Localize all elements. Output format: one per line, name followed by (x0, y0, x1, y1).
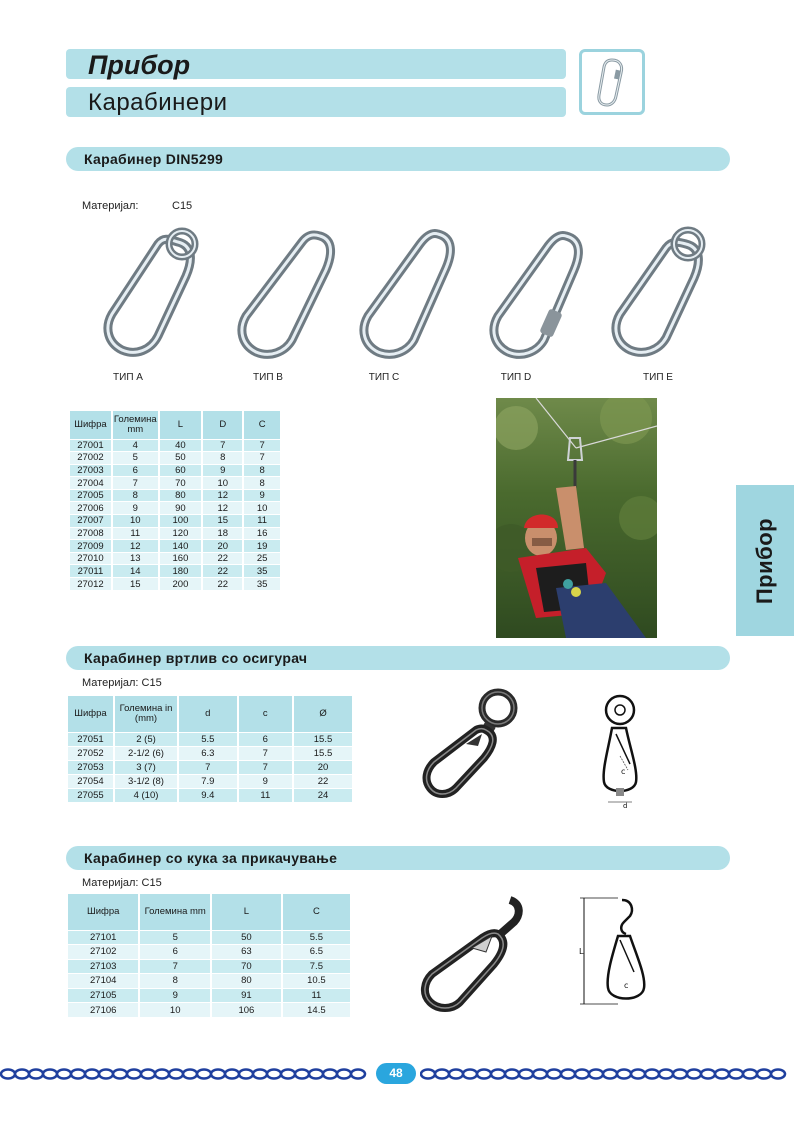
subcategory-title-bar (66, 87, 566, 117)
material-label: Материјал: (82, 200, 139, 212)
type-label-d: ТИП D (500, 372, 532, 383)
table-cell: 10 (202, 477, 243, 490)
table-cell: 15.5 (293, 746, 353, 760)
table-cell: 27011 (70, 565, 112, 578)
table-cell: 6 (139, 945, 211, 960)
table-cell: 22 (202, 565, 243, 578)
table-cell: 27054 (68, 774, 114, 788)
table-cell: 10 (139, 1003, 211, 1018)
table-cell: 9 (112, 502, 159, 515)
table-cell: 180 (159, 565, 203, 578)
type-label-b: ТИП B (253, 372, 283, 383)
table-cell: 40 (159, 439, 203, 452)
table-cell: 200 (159, 578, 203, 591)
table-cell: 3-1/2 (8) (114, 774, 178, 788)
chain-link (99, 1070, 113, 1079)
table-cell: 90 (159, 502, 203, 515)
table-cell: 27102 (68, 945, 139, 960)
chain-link (141, 1070, 155, 1079)
table-cell: 18 (202, 527, 243, 540)
section-hook-header (66, 846, 730, 870)
table-cell: 7.5 (282, 959, 351, 974)
col-header: D (202, 411, 243, 439)
hook-carabiner-diagram (578, 892, 658, 1012)
table-cell: 5 (139, 930, 211, 945)
table-cell: 11 (243, 515, 281, 528)
table-cell: 8 (139, 974, 211, 989)
table-cell: 27052 (68, 746, 114, 760)
chain-decoration-left (0, 1066, 372, 1082)
col-header: Големина mm (139, 894, 211, 930)
carabiner-type-a-image (96, 224, 216, 364)
table-row (68, 988, 351, 1003)
table-cell: 14.5 (282, 1003, 351, 1018)
table-row (70, 552, 281, 565)
carabiner-type-d-image (482, 224, 602, 364)
table-row (70, 527, 281, 540)
table-cell: 63 (211, 945, 282, 960)
table-cell: 22 (202, 578, 243, 591)
table-cell: 22 (293, 774, 353, 788)
chain-link (547, 1070, 561, 1079)
table-cell: 4 (112, 439, 159, 452)
chain-link (645, 1070, 659, 1079)
table-row (70, 540, 281, 553)
section-title: Карабинер со кука за прикачување (84, 850, 338, 866)
chain-link (169, 1070, 183, 1079)
table-cell: 27010 (70, 552, 112, 565)
chain-link (533, 1070, 547, 1079)
subcategory-title: Карабинери (88, 89, 228, 116)
chain-link (771, 1070, 785, 1079)
diagram-label-l: L (579, 947, 584, 956)
table-cell: 24 (293, 788, 353, 802)
section-title: Карабинер вртлив со осигурач (84, 650, 308, 666)
chain-link (659, 1070, 673, 1079)
chain-link (421, 1070, 435, 1079)
category-title-bar (66, 49, 566, 79)
diagram-label-c: c (624, 981, 629, 990)
col-header: Големина in (mm) (114, 696, 178, 732)
chain-link (729, 1070, 743, 1079)
table-row (70, 439, 281, 452)
table-cell: 4 (10) (114, 788, 178, 802)
chain-link (127, 1070, 141, 1079)
table-cell: 27003 (70, 464, 112, 477)
table-cell: 25 (243, 552, 281, 565)
table-cell: 70 (211, 959, 282, 974)
chain-link (113, 1070, 127, 1079)
chain-link (267, 1070, 281, 1079)
table-row (68, 774, 353, 788)
material-text: Материјал: C15 (82, 677, 162, 689)
chain-link (155, 1070, 169, 1079)
chain-link (687, 1070, 701, 1079)
chain-link (701, 1070, 715, 1079)
table-cell: 9 (202, 464, 243, 477)
chain-link (743, 1070, 757, 1079)
table-cell: 20 (202, 540, 243, 553)
table-row (68, 760, 353, 774)
chain-link (253, 1070, 267, 1079)
col-header: Големина mm (112, 411, 159, 439)
table-cell: 27103 (68, 959, 139, 974)
table-cell: 27006 (70, 502, 112, 515)
swivel-carabiner-image (416, 686, 536, 798)
table-body (68, 732, 353, 802)
col-header: c (238, 696, 294, 732)
din5299-spec-table (70, 411, 282, 590)
swivel-spec-table (68, 696, 354, 802)
type-label-e: ТИП E (643, 372, 673, 383)
table-cell: 20 (293, 760, 353, 774)
table-cell: 7 (238, 746, 294, 760)
table-row (68, 959, 351, 974)
side-tab-label: Прибор (752, 517, 777, 604)
chain-link (1, 1070, 15, 1079)
col-header: L (159, 411, 203, 439)
table-cell: 8 (243, 477, 281, 490)
table-cell: 22 (202, 552, 243, 565)
table-cell: 8 (243, 464, 281, 477)
table-row (68, 732, 353, 746)
table-cell: 2-1/2 (6) (114, 746, 178, 760)
table-cell: 80 (211, 974, 282, 989)
table-cell: 10 (112, 515, 159, 528)
table-cell: 19 (243, 540, 281, 553)
chain-link (85, 1070, 99, 1079)
table-cell: 11 (112, 527, 159, 540)
table-cell: 27104 (68, 974, 139, 989)
table-row (70, 578, 281, 591)
col-header: Ø (293, 696, 353, 732)
table-cell: 7 (243, 439, 281, 452)
table-cell: 5.5 (282, 930, 351, 945)
col-header: Шифра (68, 696, 114, 732)
chain-link (449, 1070, 463, 1079)
chain-link (57, 1070, 71, 1079)
table-cell: 7 (178, 760, 237, 774)
table-body (70, 439, 281, 590)
chain-link (603, 1070, 617, 1079)
chain-link (435, 1070, 449, 1079)
table-cell: 27007 (70, 515, 112, 528)
table-cell: 27005 (70, 489, 112, 502)
chain-link (715, 1070, 729, 1079)
table-cell: 91 (211, 988, 282, 1003)
col-header: Шифра (70, 411, 112, 439)
chain-link (561, 1070, 575, 1079)
table-cell: 3 (7) (114, 760, 178, 774)
col-header: C (282, 894, 351, 930)
chain-link (309, 1070, 323, 1079)
chain-link (505, 1070, 519, 1079)
table-cell: 12 (202, 502, 243, 515)
chain-link (757, 1070, 771, 1079)
table-row (70, 565, 281, 578)
table-row (70, 502, 281, 515)
chain-link (351, 1070, 365, 1079)
hook-carabiner-image (412, 892, 532, 1018)
chain-link (183, 1070, 197, 1079)
table-row (68, 974, 351, 989)
chain-link (337, 1070, 351, 1079)
col-header: Шифра (68, 894, 139, 930)
chain-link (673, 1070, 687, 1079)
section-swivel-header (66, 646, 730, 670)
table-cell: 70 (159, 477, 203, 490)
section-title: Карабинер DIN5299 (84, 151, 224, 167)
table-cell: 27105 (68, 988, 139, 1003)
table-cell: 11 (282, 988, 351, 1003)
chain-link (225, 1070, 239, 1079)
table-cell: 6.3 (178, 746, 237, 760)
table-cell: 27053 (68, 760, 114, 774)
chain-link (295, 1070, 309, 1079)
zipline-photo (496, 398, 657, 638)
chain-link (211, 1070, 225, 1079)
chain-link (323, 1070, 337, 1079)
table-cell: 27001 (70, 439, 112, 452)
table-cell: 15 (112, 578, 159, 591)
table-cell: 27101 (68, 930, 139, 945)
table-cell: 15 (202, 515, 243, 528)
chain-link (589, 1070, 603, 1079)
material-text: Материјал: C15 (82, 877, 162, 889)
table-cell: 15.5 (293, 732, 353, 746)
table-cell: 5.5 (178, 732, 237, 746)
chain-link (575, 1070, 589, 1079)
table-cell: 7.9 (178, 774, 237, 788)
table-cell: 8 (112, 489, 159, 502)
table-cell: 27106 (68, 1003, 139, 1018)
table-cell: 10 (243, 502, 281, 515)
carabiner-type-e-image (608, 224, 728, 364)
chain-link (281, 1070, 295, 1079)
table-row (70, 489, 281, 502)
col-header: C (243, 411, 281, 439)
table-cell: 100 (159, 515, 203, 528)
side-category-tab (736, 485, 794, 636)
carabiner-type-c-image (352, 224, 472, 364)
chain-link (29, 1070, 43, 1079)
table-cell: 9.4 (178, 788, 237, 802)
table-cell: 106 (211, 1003, 282, 1018)
table-cell: 60 (159, 464, 203, 477)
diagram-label-d: d (623, 802, 628, 810)
table-cell: 2 (5) (114, 732, 178, 746)
table-cell: 140 (159, 540, 203, 553)
chain-link (71, 1070, 85, 1079)
chain-link (43, 1070, 57, 1079)
table-row (68, 945, 351, 960)
table-cell: 50 (159, 452, 203, 465)
table-cell: 7 (112, 477, 159, 490)
table-cell: 35 (243, 565, 281, 578)
table-row (68, 1003, 351, 1018)
table-cell: 160 (159, 552, 203, 565)
table-cell: 16 (243, 527, 281, 540)
table-cell: 6 (112, 464, 159, 477)
section-din5299-header (66, 147, 730, 171)
table-cell: 13 (112, 552, 159, 565)
chain-link (197, 1070, 211, 1079)
table-cell: 27055 (68, 788, 114, 802)
hook-spec-table (68, 894, 352, 1017)
table-cell: 27051 (68, 732, 114, 746)
chain-decoration-right (420, 1066, 794, 1082)
table-cell: 12 (112, 540, 159, 553)
chain-link (463, 1070, 477, 1079)
table-cell: 10.5 (282, 974, 351, 989)
chain-link (519, 1070, 533, 1079)
type-label-c: ТИП C (368, 372, 400, 383)
table-row (70, 477, 281, 490)
table-cell: 9 (243, 489, 281, 502)
table-cell: 27009 (70, 540, 112, 553)
table-row (68, 788, 353, 802)
chain-link (617, 1070, 631, 1079)
table-cell: 9 (139, 988, 211, 1003)
table-cell: 7 (202, 439, 243, 452)
carabiner-type-b-image (226, 224, 346, 364)
table-cell: 50 (211, 930, 282, 945)
chain-link (491, 1070, 505, 1079)
table-cell: 7 (238, 760, 294, 774)
table-cell: 7 (139, 959, 211, 974)
table-cell: 27002 (70, 452, 112, 465)
table-cell: 14 (112, 565, 159, 578)
table-cell: 35 (243, 578, 281, 591)
col-header: d (178, 696, 237, 732)
table-cell: 6.5 (282, 945, 351, 960)
table-row (70, 452, 281, 465)
table-body (68, 930, 351, 1017)
table-row (68, 746, 353, 760)
chain-link (15, 1070, 29, 1079)
carabiner-logo-icon (579, 49, 645, 115)
table-cell: 7 (243, 452, 281, 465)
table-cell: 8 (202, 452, 243, 465)
table-row (68, 930, 351, 945)
table-cell: 27008 (70, 527, 112, 540)
table-cell: 9 (238, 774, 294, 788)
material-value: C15 (172, 200, 193, 212)
table-row (70, 515, 281, 528)
table-cell: 120 (159, 527, 203, 540)
swivel-carabiner-diagram (594, 690, 654, 810)
col-header: L (211, 894, 282, 930)
type-label-a: ТИП A (113, 372, 143, 383)
chain-link (239, 1070, 253, 1079)
chain-link (631, 1070, 645, 1079)
diagram-label-c: c (621, 767, 626, 776)
table-cell: 5 (112, 452, 159, 465)
category-title: Прибор (88, 50, 191, 80)
chain-link (477, 1070, 491, 1079)
table-cell: 80 (159, 489, 203, 502)
table-cell: 27004 (70, 477, 112, 490)
table-cell: 6 (238, 732, 294, 746)
table-cell: 27012 (70, 578, 112, 591)
table-cell: 12 (202, 489, 243, 502)
table-row (70, 464, 281, 477)
page-number: 48 (376, 1063, 416, 1084)
table-cell: 11 (238, 788, 294, 802)
